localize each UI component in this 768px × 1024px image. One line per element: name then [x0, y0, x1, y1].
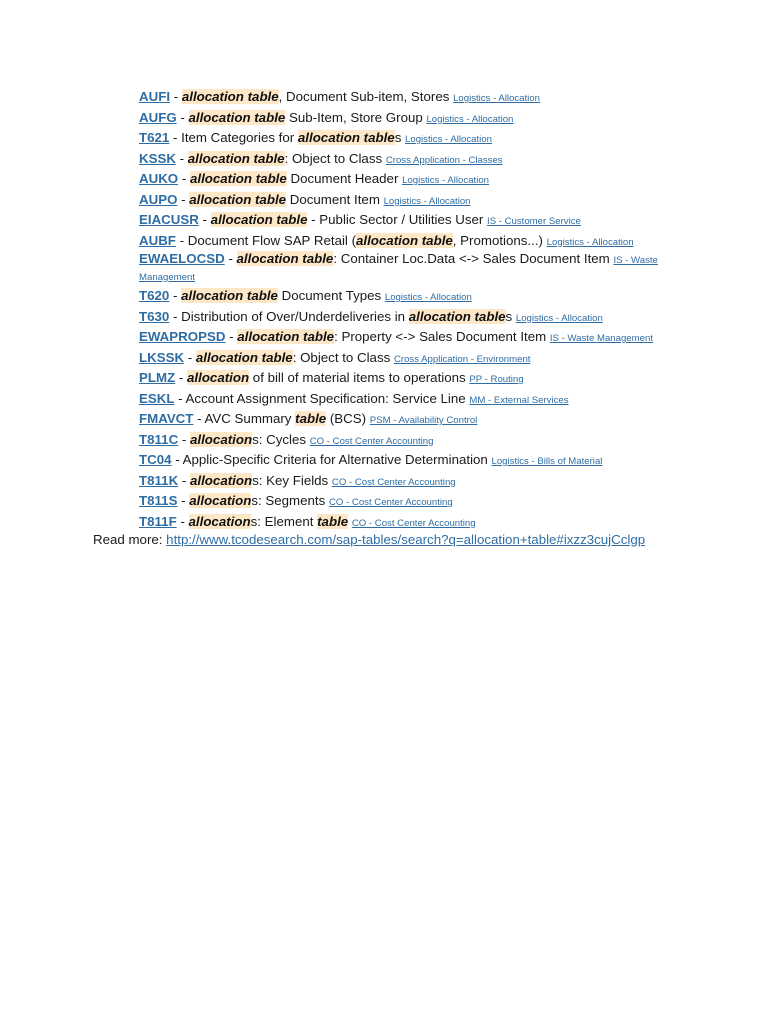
search-term-highlight: allocation	[187, 370, 250, 385]
category-link[interactable]: Cross Application - Environment	[393, 353, 531, 365]
description-text: -	[176, 513, 189, 529]
list-item	[139, 472, 684, 493]
list-item	[139, 232, 684, 253]
list-item	[139, 129, 684, 150]
table-code-link[interactable]: LKSSK	[139, 349, 185, 365]
category-link[interactable]: Cross Application - Classes	[385, 154, 503, 166]
category-link[interactable]: CO - Cost Center Accounting	[351, 517, 476, 529]
description-text: Document Header	[286, 171, 403, 186]
table-code-link[interactable]: T811K	[139, 472, 179, 488]
description-text: -	[198, 212, 211, 227]
description-text: , Promotions...)	[452, 232, 547, 248]
table-code-link[interactable]: EWAELOCSD	[139, 251, 225, 266]
table-code-link[interactable]: KSSK	[139, 150, 176, 166]
table-code-link[interactable]: EWAPROPSD	[139, 329, 226, 344]
list-item	[139, 328, 684, 349]
list-item	[139, 109, 684, 130]
search-term-highlight: allocation table	[236, 251, 334, 266]
list-item	[139, 287, 684, 308]
description-text: -	[178, 431, 191, 447]
description-text: s: Cycles	[252, 431, 310, 447]
description-text: -	[177, 493, 190, 508]
list-item	[139, 451, 684, 472]
description-text: -	[224, 251, 237, 266]
search-term-highlight: allocation table	[189, 171, 287, 186]
search-term-highlight: allocation table	[297, 130, 395, 145]
category-link[interactable]: IS - Waste Management	[139, 255, 658, 283]
list-item	[139, 431, 684, 452]
description-text: Sub-Item, Store Group	[285, 109, 427, 125]
read-more	[93, 532, 645, 547]
category-link[interactable]: CO - Cost Center Accounting	[328, 497, 453, 508]
table-code-link[interactable]: AUKO	[139, 171, 179, 186]
search-term-highlight: allocation	[190, 431, 253, 447]
description-text: - Document Flow SAP Retail (	[175, 232, 356, 248]
search-term-highlight: allocation table	[195, 349, 293, 365]
search-term-highlight: allocation	[188, 513, 251, 529]
read-more-label: Read more:	[93, 532, 167, 547]
description-text: -	[178, 171, 190, 186]
table-code-link[interactable]: T811S	[139, 493, 178, 508]
list-item	[139, 191, 684, 212]
description-text: of bill of material items to operations	[249, 370, 470, 385]
description-text: -	[169, 288, 182, 303]
category-link[interactable]: CO - Cost Center Accounting	[309, 435, 434, 447]
description-text: s: Key Fields	[252, 472, 332, 488]
category-link[interactable]: Logistics - Allocation	[426, 113, 514, 125]
search-term-highlight: allocation table	[181, 288, 278, 303]
list-item	[139, 349, 684, 370]
list-item	[139, 211, 684, 232]
description-text: : Object to Class	[284, 150, 386, 166]
description-text: -	[178, 472, 191, 488]
description-text: -	[184, 349, 196, 365]
table-code-link[interactable]: FMAVCT	[139, 411, 194, 426]
search-term-highlight: allocation table	[189, 191, 287, 207]
description-text: s: Segments	[251, 493, 329, 508]
table-code-link[interactable]: AUFI	[139, 89, 171, 104]
description-text: (BCS)	[326, 411, 370, 426]
table-code-link[interactable]: AUBF	[139, 232, 176, 248]
table-code-link[interactable]: ESKL	[139, 390, 175, 406]
description-text: - AVC Summary	[193, 411, 296, 426]
search-term-highlight: allocation table	[181, 89, 279, 104]
search-term-highlight: allocation table	[187, 150, 285, 166]
list-item	[139, 390, 684, 411]
description-text: : Object to Class	[292, 349, 394, 365]
search-term-highlight: table	[317, 513, 349, 529]
search-term-highlight: allocation	[190, 472, 253, 488]
description-text: - Account Assignment Specification: Service Line	[174, 390, 470, 406]
category-link[interactable]: Logistics - Allocation	[383, 195, 471, 207]
description-text: , Document Sub-item, Stores	[278, 89, 454, 104]
table-code-link[interactable]: T630	[139, 308, 170, 324]
search-term-highlight: table	[295, 411, 327, 426]
table-code-link[interactable]: TC04	[139, 452, 172, 467]
description-text: -	[225, 329, 238, 344]
table-code-link[interactable]: T811F	[139, 513, 177, 529]
category-link[interactable]: Logistics - Allocation	[384, 292, 472, 303]
description-text: - Applic-Specific Criteria for Alternative Determination	[171, 452, 492, 467]
description-text: s: Element	[250, 513, 318, 529]
description-text: - Item Categories for	[169, 130, 298, 145]
category-link[interactable]: Logistics - Allocation	[453, 93, 540, 104]
description-text: s	[394, 130, 406, 145]
table-code-link[interactable]: T811C	[139, 431, 179, 447]
description-text: -	[170, 89, 182, 104]
description-text: : Property <-> Sales Document Item	[334, 329, 550, 344]
category-link[interactable]: Logistics - Allocation	[546, 236, 634, 248]
table-code-link[interactable]: T620	[139, 288, 170, 303]
description-text: -	[175, 370, 188, 385]
category-link[interactable]: Logistics - Allocation	[515, 312, 603, 324]
description-text: s	[505, 308, 516, 324]
read-more-link[interactable]: http://www.tcodesearch.com/sap-tables/search?q=allocation+table#ixzz3cujCclgp	[166, 532, 646, 547]
description-text: Document Types	[277, 288, 385, 303]
search-term-highlight: allocation table	[210, 212, 308, 227]
description-text: : Container Loc.Data <-> Sales Document Item	[333, 251, 614, 266]
category-link[interactable]: MM - External Services	[469, 394, 569, 406]
search-term-highlight: allocation table	[188, 109, 286, 125]
search-term-highlight: allocation	[189, 493, 252, 508]
category-link[interactable]: Logistics - Allocation	[405, 134, 492, 145]
description-text: -	[177, 191, 190, 207]
table-code-link[interactable]: PLMZ	[139, 370, 176, 385]
category-link[interactable]: IS - Customer Service	[487, 216, 581, 227]
list-item	[139, 150, 684, 171]
description-text: -	[176, 109, 189, 125]
description-text: - Distribution of Over/Underdeliveries in	[169, 308, 409, 324]
category-link[interactable]: IS - Waste Management	[549, 333, 653, 344]
list-item	[139, 513, 684, 534]
list-item	[139, 252, 684, 285]
table-code-link[interactable]: EIACUSR	[139, 212, 199, 227]
list-item	[139, 410, 684, 431]
category-link[interactable]: CO - Cost Center Accounting	[331, 476, 456, 488]
search-term-highlight: allocation table	[237, 329, 335, 344]
list-item	[139, 88, 684, 109]
search-term-highlight: allocation table	[408, 308, 506, 324]
table-search-results	[139, 88, 684, 533]
list-item	[139, 492, 684, 513]
table-code-link[interactable]: AUFG	[139, 109, 177, 125]
category-link[interactable]: PP - Routing	[469, 374, 524, 385]
category-link[interactable]: Logistics - Bills of Material	[491, 456, 603, 467]
list-item	[139, 369, 684, 390]
category-link[interactable]: Logistics - Allocation	[402, 175, 489, 186]
list-item	[139, 308, 684, 329]
description-text: Document Item	[286, 191, 384, 207]
table-code-link[interactable]: T621	[139, 130, 170, 145]
description-text: -	[175, 150, 188, 166]
table-code-link[interactable]: AUPO	[139, 191, 178, 207]
category-link[interactable]: PSM - Availability Control	[369, 415, 478, 426]
list-item	[139, 170, 684, 191]
description-text: - Public Sector / Utilities User	[307, 212, 488, 227]
search-term-highlight: allocation table	[356, 232, 453, 248]
